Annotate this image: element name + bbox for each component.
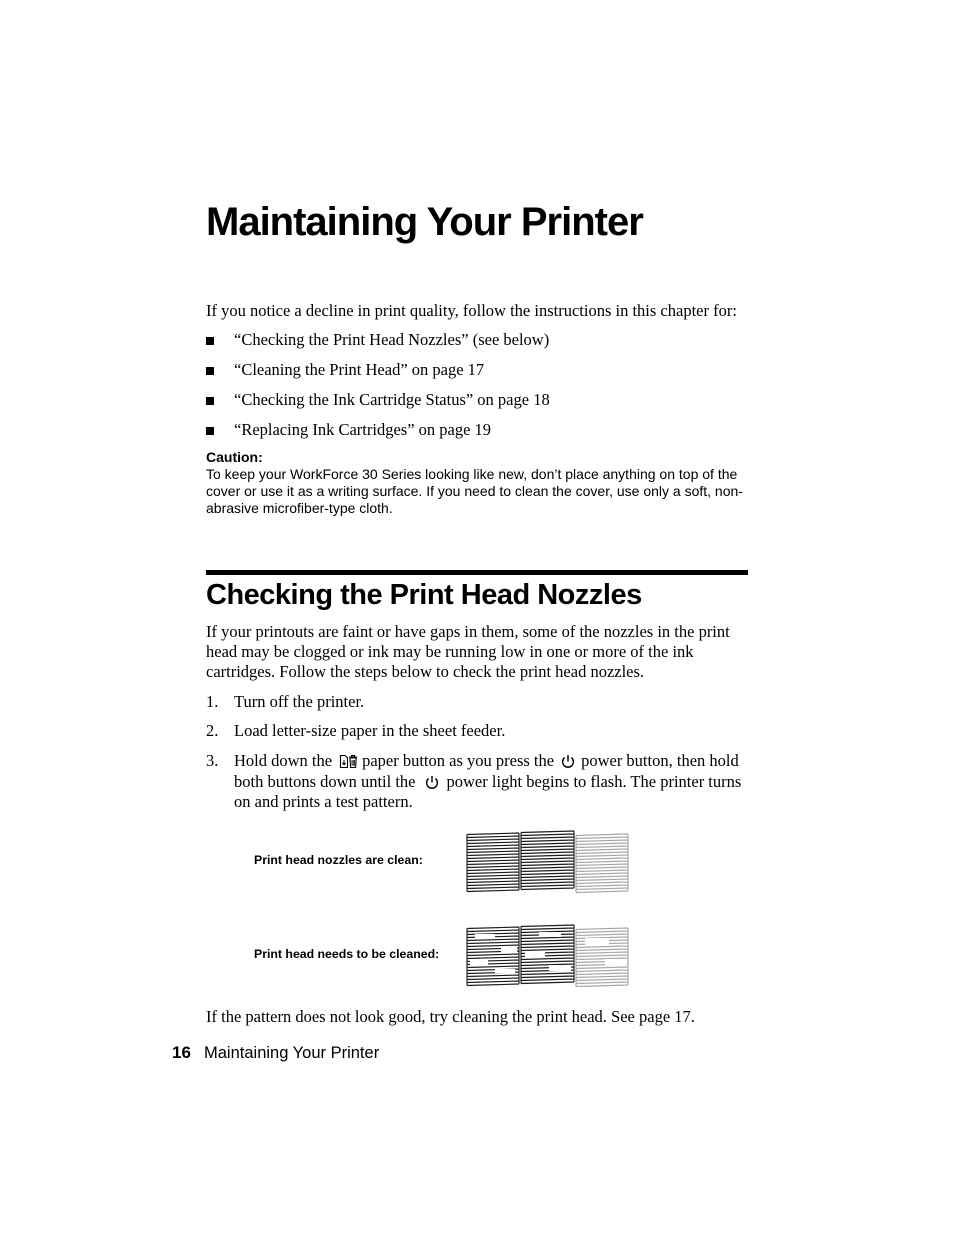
caution-note bbox=[206, 449, 743, 517]
caution-text-line: To keep your WorkForce 30 Series looking like new, don’t place anything on top of the bbox=[206, 466, 738, 482]
list-item-text: “Replacing Ink Cartridges” on page 19 bbox=[234, 420, 492, 439]
step-number: 3. bbox=[206, 751, 219, 770]
nozzle-pattern-needs-cleaning bbox=[465, 922, 631, 990]
power-icon bbox=[425, 775, 439, 790]
list-item-text: “Checking the Ink Cartridge Status” on page 18 bbox=[234, 390, 550, 409]
list-item bbox=[206, 390, 748, 420]
step-text: Load letter-size paper in the sheet feeder. bbox=[234, 721, 506, 740]
pattern-block-1 bbox=[467, 833, 519, 892]
pattern-gap bbox=[585, 938, 609, 946]
step-number: 2. bbox=[206, 721, 219, 740]
section-rule bbox=[206, 570, 748, 575]
pattern-gap bbox=[501, 946, 517, 952]
step-2 bbox=[206, 721, 748, 741]
section-intro bbox=[206, 622, 730, 682]
paper-button-icon bbox=[339, 753, 358, 769]
pattern-gap bbox=[539, 932, 561, 937]
step-text-fragment: paper button as you press the bbox=[362, 751, 555, 770]
running-footer-title: Maintaining Your Printer bbox=[204, 1044, 380, 1062]
section-heading: Checking the Print Head Nozzles bbox=[206, 579, 642, 611]
pattern-block-3 bbox=[576, 928, 628, 987]
step-1 bbox=[206, 692, 748, 712]
paragraph-line: If your printouts are faint or have gaps in them, some of the nozzles in the print bbox=[206, 622, 730, 641]
chapter-intro: If you notice a decline in print quality, follow the instructions in this chapter for: bbox=[206, 301, 737, 320]
square-bullet-icon bbox=[206, 367, 214, 375]
list-item bbox=[206, 420, 748, 450]
power-icon bbox=[561, 754, 575, 769]
list-item bbox=[206, 360, 748, 390]
pattern-gap bbox=[470, 960, 488, 966]
pattern-gap bbox=[605, 959, 627, 965]
nozzle-pattern-clean bbox=[465, 828, 631, 896]
pattern-gap bbox=[475, 934, 495, 939]
paragraph-line: head may be clogged or ink may be running low in one or more of the ink bbox=[206, 642, 694, 661]
paragraph-line: cartridges. Follow the steps below to check the print head nozzles. bbox=[206, 662, 645, 681]
page-number: 16 bbox=[172, 1043, 191, 1062]
step-text-fragment: power light begins to flash. The printer turns bbox=[446, 771, 742, 791]
pattern-gap bbox=[549, 965, 571, 971]
step-text-line: on and prints a test pattern. bbox=[234, 792, 413, 811]
page-title: Maintaining Your Printer bbox=[206, 200, 643, 244]
step-text-fragment: Hold down the bbox=[234, 751, 333, 770]
pattern-gap bbox=[525, 952, 545, 957]
list-item bbox=[206, 330, 748, 360]
pattern-block-2 bbox=[521, 831, 574, 890]
step-text-line bbox=[234, 751, 741, 772]
step-number: 1. bbox=[206, 692, 219, 711]
caution-label: Caution: bbox=[206, 449, 263, 465]
chapter-topic-list bbox=[206, 330, 748, 450]
list-item-text: “Cleaning the Print Head” on page 17 bbox=[234, 360, 485, 379]
caution-text-line: abrasive microfiber-type cloth. bbox=[206, 500, 393, 516]
step-text-fragment: power button, then hold bbox=[581, 751, 739, 770]
step-text-fragment: both buttons down until the bbox=[234, 771, 416, 791]
caution-text-line: cover or use it as a writing surface. If you need to clean the cover, use only a soft, non- bbox=[206, 483, 743, 499]
square-bullet-icon bbox=[206, 337, 214, 345]
step-text: Turn off the printer. bbox=[234, 692, 365, 711]
pattern-gap bbox=[495, 969, 515, 973]
dirty-pattern-label: Print head needs to be cleaned: bbox=[254, 947, 440, 961]
closing-paragraph: If the pattern does not look good, try cleaning the print head. See page 17. bbox=[206, 1007, 695, 1026]
step-text bbox=[234, 751, 741, 813]
step-3 bbox=[206, 751, 748, 811]
square-bullet-icon bbox=[206, 397, 214, 405]
step-text-line bbox=[234, 772, 741, 793]
list-item-text: “Checking the Print Head Nozzles” (see below) bbox=[234, 330, 550, 349]
clean-pattern-label: Print head nozzles are clean: bbox=[254, 853, 423, 867]
pattern-block-3 bbox=[576, 834, 628, 893]
square-bullet-icon bbox=[206, 427, 214, 435]
